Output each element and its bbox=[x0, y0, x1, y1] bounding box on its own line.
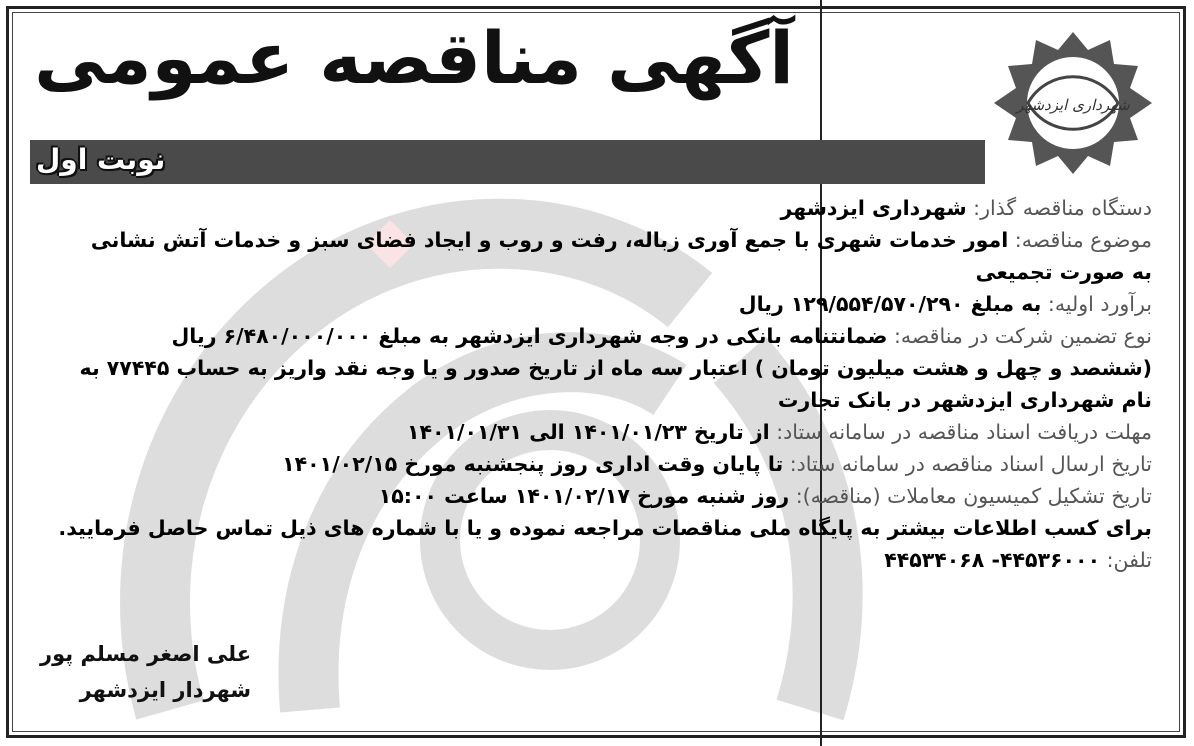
field-submit-deadline: تاریخ ارسال اسناد مناقصه در سامانه ستاد: تا پایان وقت اداری روز پنجشنبه مورخ ۱۴۰۱/۰۲/۱۵ bbox=[282, 452, 1152, 476]
notice-title: آگهی مناقصه عمومی bbox=[34, 16, 794, 100]
notice-body bbox=[30, 192, 1152, 576]
field-subject-cont: به صورت تجمیعی bbox=[975, 260, 1152, 284]
logo-text: شهرداری ایزدشهر bbox=[1016, 96, 1130, 114]
signer-position: شهردار ایزدشهر bbox=[79, 678, 252, 702]
field-phone: تلفن: ۴۴۵۳۶۰۰۰- ۴۴۵۳۴۰۶۸ bbox=[884, 548, 1152, 572]
field-guarantee-cont-2: نام شهرداری ایزدشهر در بانک تجارت bbox=[777, 388, 1152, 412]
field-organizer: دستگاه مناقصه گذار: شهرداری ایزدشهر bbox=[780, 196, 1152, 220]
field-estimate: برآورد اولیه: به مبلغ ۱۲۹/۵۵۴/۵۷۰/۲۹۰ ریال bbox=[738, 292, 1152, 316]
signature-block bbox=[40, 636, 251, 708]
signer-name: علی اصغر مسلم پور bbox=[40, 642, 252, 666]
field-commission-date: تاریخ تشکیل کمیسیون معاملات (مناقصه): روز شنبه مورخ ۱۴۰۱/۰۲/۱۷ ساعت ۱۵:۰۰ bbox=[378, 484, 1152, 508]
round-badge: نوبت اول bbox=[36, 143, 166, 176]
field-guarantee: نوع تضمین شرکت در مناقصه: ضمانتنامه بانکی در وجه شهرداری ایزدشهر به مبلغ ۶/۴۸۰/۰۰۰/۰۰۰ ریال bbox=[171, 324, 1152, 348]
municipality-logo bbox=[988, 28, 1158, 178]
field-receive-deadline: مهلت دریافت اسناد مناقصه در سامانه ستاد: از تاریخ ۱۴۰۱/۰۱/۲۳ الی ۱۴۰۱/۰۱/۳۱ bbox=[406, 420, 1152, 444]
field-subject: موضوع مناقصه: امور خدمات شهری با جمع آوری زباله، رفت و روب و ایجاد فضای سبز و خدمات آتش نشانی bbox=[90, 228, 1152, 252]
field-info: برای کسب اطلاعات بیشتر به پایگاه ملی مناقصات مراجعه نموده و یا با شماره های ذیل تماس حاصل فرمایید. bbox=[58, 516, 1152, 540]
header-band bbox=[30, 140, 985, 184]
field-guarantee-cont-1: (ششصد و چهل و هشت میلیون تومان ) اعتبار سه ماه از تاریخ صدور و یا وجه نقد واریز به حساب ۷۷۴۴۵ به bbox=[79, 356, 1152, 380]
